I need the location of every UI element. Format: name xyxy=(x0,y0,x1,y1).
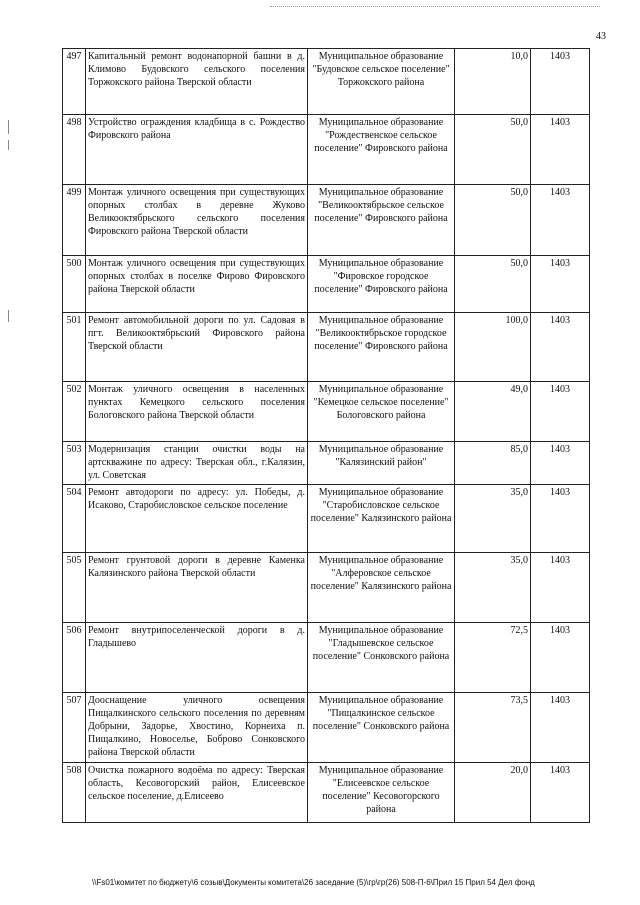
amount-cell: 35,0 xyxy=(455,553,531,623)
description-cell: Ремонт грунтовой дороги в деревне Каменка Калязинского района Тверской области xyxy=(86,553,308,623)
margin-mark xyxy=(8,140,9,150)
amount-cell: 100,0 xyxy=(455,313,531,382)
row-number-cell: 503 xyxy=(63,442,86,485)
owner-cell: Муниципальное образование "Алферовское сельское поселение" Калязинского района xyxy=(308,553,455,623)
code-cell: 1403 xyxy=(531,623,590,693)
code-cell: 1403 xyxy=(531,485,590,553)
owner-cell: Муниципальное образование "Пищалкинское сельское поселение" Сонковского района xyxy=(308,693,455,763)
row-number-cell: 507 xyxy=(63,693,86,763)
owner-cell: Муниципальное образование "Рождественское сельское поселение" Фировского района xyxy=(308,115,455,185)
table-body xyxy=(63,49,590,823)
description-cell: Модернизация станции очистки воды на артскважине по адресу: Тверская обл., г.Калязин, ул. Советская xyxy=(86,442,308,485)
code-cell: 1403 xyxy=(531,693,590,763)
code-cell: 1403 xyxy=(531,382,590,442)
amount-cell: 73,5 xyxy=(455,693,531,763)
table-row xyxy=(63,256,590,313)
row-number-cell: 504 xyxy=(63,485,86,553)
owner-cell: Муниципальное образование "Великооктябрьское сельское поселение" Фировского района xyxy=(308,185,455,256)
table-row xyxy=(63,553,590,623)
owner-cell: Муниципальное образование "Фировское городское поселение" Фировского района xyxy=(308,256,455,313)
description-cell: Ремонт автодороги по адресу: ул. Победы, д. Исаково, Старобисловское сельское поселение xyxy=(86,485,308,553)
row-number-cell: 502 xyxy=(63,382,86,442)
row-number-cell: 499 xyxy=(63,185,86,256)
amount-cell: 50,0 xyxy=(455,185,531,256)
description-cell: Очистка пожарного водоёма по адресу: Тверская область, Кесовогорский район, Елисеевское сельское поселение, д.Елисеево xyxy=(86,763,308,823)
code-cell: 1403 xyxy=(531,49,590,115)
table-row xyxy=(63,49,590,115)
table-row xyxy=(63,382,590,442)
owner-cell: Муниципальное образование "Елисеевское сельское поселение" Кесовогорского района xyxy=(308,763,455,823)
row-number-cell: 508 xyxy=(63,763,86,823)
code-cell: 1403 xyxy=(531,256,590,313)
description-cell: Ремонт внутрипоселенческой дороги в д. Гладышево xyxy=(86,623,308,693)
owner-cell: Муниципальное образование "Великооктябрьское городское поселение" Фировского района xyxy=(308,313,455,382)
table-row xyxy=(63,313,590,382)
budget-table xyxy=(62,48,590,823)
description-cell: Монтаж уличного освещения в населенных пунктах Кемецкого сельского поселения Бологовского района Тверской области xyxy=(86,382,308,442)
owner-cell: Муниципальное образование "Калязинский район" xyxy=(308,442,455,485)
amount-cell: 20,0 xyxy=(455,763,531,823)
margin-mark xyxy=(8,120,9,134)
table-row xyxy=(63,185,590,256)
code-cell: 1403 xyxy=(531,553,590,623)
owner-cell: Муниципальное образование "Гладышевское сельское поселение" Сонковского района xyxy=(308,623,455,693)
description-cell: Ремонт автомобильной дороги по ул. Садовая в пгт. Великооктябрьский Фировского района Тверской области xyxy=(86,313,308,382)
table-row xyxy=(63,623,590,693)
row-number-cell: 500 xyxy=(63,256,86,313)
table-row xyxy=(63,442,590,485)
description-cell: Устройство ограждения кладбища в с. Рождество Фировского района xyxy=(86,115,308,185)
row-number-cell: 501 xyxy=(63,313,86,382)
table-row xyxy=(63,693,590,763)
code-cell: 1403 xyxy=(531,185,590,256)
description-cell: Капитальный ремонт водонапорной башни в д. Климово Будовского сельского поселения Торжокского района Тверской области xyxy=(86,49,308,115)
page-number: 43 xyxy=(596,31,606,42)
owner-cell: Муниципальное образование "Кемецкое сельское поселение" Бологовского района xyxy=(308,382,455,442)
row-number-cell: 498 xyxy=(63,115,86,185)
code-cell: 1403 xyxy=(531,115,590,185)
row-number-cell: 505 xyxy=(63,553,86,623)
owner-cell: Муниципальное образование "Будовское сельское поселение" Торжокского района xyxy=(308,49,455,115)
margin-mark xyxy=(8,310,9,322)
scan-edge-line xyxy=(270,6,600,7)
code-cell: 1403 xyxy=(531,763,590,823)
row-number-cell: 497 xyxy=(63,49,86,115)
amount-cell: 72,5 xyxy=(455,623,531,693)
footer-file-path: \\Fs01\комитет по бюджету\6 созыв\Документы комитета\26 заседание (5)\гр\гр(26) 508-П-6\Прил 15 Прил 54 Дел фонд xyxy=(92,878,535,887)
amount-cell: 50,0 xyxy=(455,115,531,185)
description-cell: Монтаж уличного освещения при существующих опорных столбах в поселке Фирово Фировского района Тверской области xyxy=(86,256,308,313)
table-row xyxy=(63,763,590,823)
row-number-cell: 506 xyxy=(63,623,86,693)
description-cell: Дооснащение уличного освещения Пищалкинского сельского поселения по деревням Добрыни, Задорье, Хвостино, Корнеиха п. Пищалкино, Новоселье, Боброво Сонковского района Тверской области xyxy=(86,693,308,763)
amount-cell: 10,0 xyxy=(455,49,531,115)
code-cell: 1403 xyxy=(531,313,590,382)
description-cell: Монтаж уличного освещения при существующих опорных столбах в деревне Жуково Великооктябрьского сельского поселения Фировского района Тверской области xyxy=(86,185,308,256)
amount-cell: 85,0 xyxy=(455,442,531,485)
amount-cell: 50,0 xyxy=(455,256,531,313)
table-row xyxy=(63,485,590,553)
owner-cell: Муниципальное образование "Старобисловское сельское поселение" Калязинского района xyxy=(308,485,455,553)
code-cell: 1403 xyxy=(531,442,590,485)
amount-cell: 49,0 xyxy=(455,382,531,442)
table-row xyxy=(63,115,590,185)
amount-cell: 35,0 xyxy=(455,485,531,553)
